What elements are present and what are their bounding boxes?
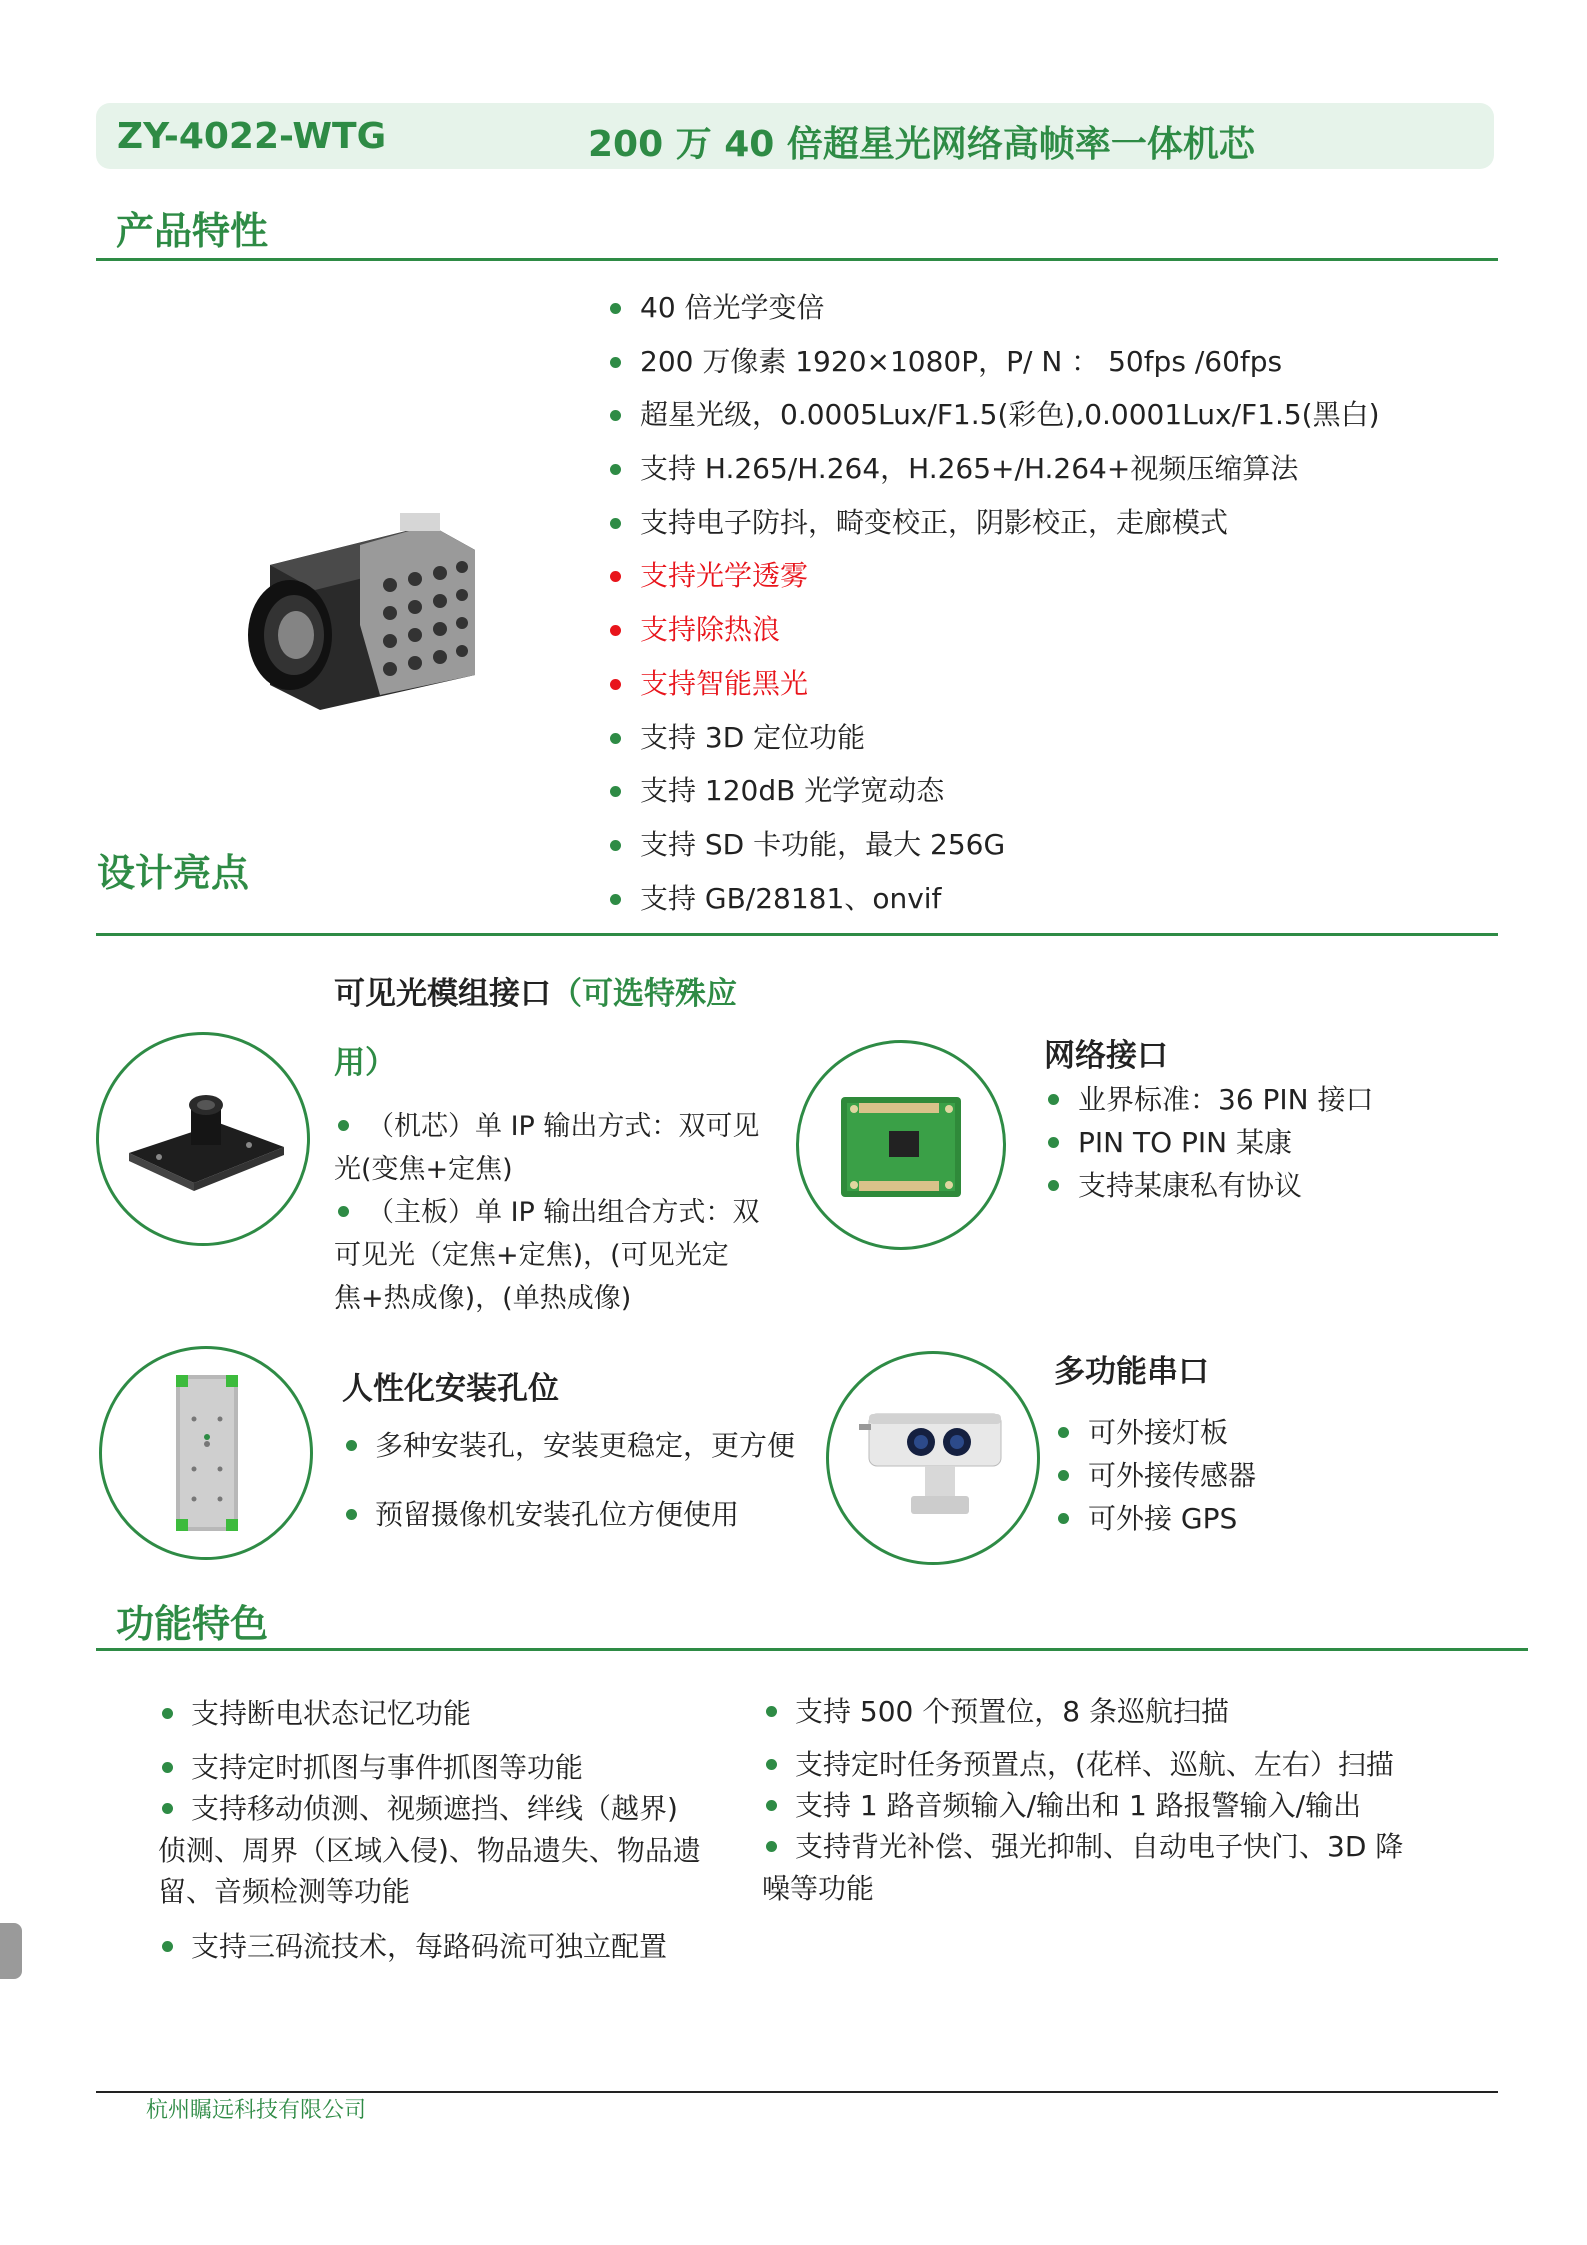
function-item: 支持三码流技术，每路码流可独立配置 — [158, 1926, 667, 1968]
feature-item: 40 倍光学变倍 — [606, 288, 1380, 342]
bullet-dot — [338, 1206, 349, 1217]
function-item-cont: 留、音频检测等功能 — [158, 1875, 411, 1908]
serial-item: 可外接灯板 — [1054, 1411, 1256, 1454]
product-title: 200 万 40 倍超星光网络高帧率一体机芯 — [588, 124, 1255, 165]
network-item: 支持某康私有协议 — [1044, 1164, 1374, 1207]
feature-item: 支持 GB/28181、onvif — [606, 879, 1380, 933]
visible-module-circle — [96, 1032, 310, 1246]
feature-item: 支持电子防抖，畸变校正，阴影校正，走廊模式 — [606, 503, 1380, 557]
bullet-dot — [162, 1762, 173, 1773]
feature-item: 支持 H.265/H.264，H.265+/H.264+视频压缩算法 — [606, 449, 1380, 503]
section-rule — [96, 933, 1498, 936]
mount-item: 多种安装孔，安装更稳定，更方便 — [375, 1429, 796, 1462]
serial-title: 多功能串口 — [1054, 1354, 1209, 1390]
section-title-design: 设计亮点 — [97, 851, 250, 895]
camera-module-image — [230, 505, 490, 710]
feature-item-highlight: 支持智能黑光 — [606, 664, 1380, 718]
function-item: 支持定时任务预置点，(花样、巡航、左右）扫描 — [762, 1744, 1394, 1786]
feature-item: 支持 3D 定位功能 — [606, 718, 1380, 772]
feature-item-highlight: 支持除热浪 — [606, 610, 1380, 664]
bullet-dot — [162, 1941, 173, 1952]
bullet-dot — [162, 1803, 173, 1814]
function-item: 支持移动侦测、视频遮挡、绊线（越界) — [158, 1788, 678, 1830]
function-item-cont: 噪等功能 — [762, 1872, 875, 1905]
feature-item-highlight: 支持光学透雾 — [606, 556, 1380, 610]
bullet-dot — [766, 1800, 777, 1811]
serial-list — [1054, 1411, 1256, 1540]
mount-item: 预留摄像机安装孔位方便使用 — [375, 1498, 740, 1531]
function-item: 支持断电状态记忆功能 — [158, 1693, 471, 1735]
function-item: 支持背光补偿、强光抑制、自动电子快门、3D 降 — [762, 1826, 1403, 1868]
ptz-camera-circle — [826, 1351, 1040, 1565]
serial-item: 可外接 GPS — [1054, 1497, 1256, 1540]
feature-item: 超星光级，0.0005Lux/F1.5(彩色),0.0001Lux/F1.5(黑白) — [606, 395, 1380, 449]
function-item: 支持定时抓图与事件抓图等功能 — [158, 1747, 583, 1789]
footer-company: 杭州瞩远科技有限公司 — [146, 2098, 367, 2123]
bullet-dot — [766, 1759, 777, 1770]
bullet-dot — [766, 1706, 777, 1717]
feature-item: 200 万像素 1920×1080P，P/ N ： 50fps /60fps — [606, 342, 1380, 396]
function-item: 支持 500 个预置位，8 条巡航扫描 — [762, 1691, 1229, 1733]
network-item: 业界标准：36 PIN 接口 — [1044, 1078, 1374, 1121]
visible-module-desc: （机芯）单 IP 输出方式：双可见 光(变焦+定焦) （主板）单 IP 输出组合方式：双 可见光（定焦+定焦)，(可见光定 焦+热成像)，(单热成像) — [334, 1111, 760, 1314]
network-list — [1044, 1078, 1374, 1207]
mount-list — [342, 1424, 795, 1536]
bullet-dot — [346, 1509, 357, 1520]
feature-list — [606, 288, 1380, 932]
function-item-cont: 侦测、周界（区域入侵)、物品遗失、物品遗 — [158, 1834, 701, 1867]
mount-title: 人性化安装孔位 — [342, 1371, 559, 1407]
section-title-features: 产品特性 — [116, 209, 269, 253]
section-rule — [96, 258, 1498, 261]
section-title-functions: 功能特色 — [116, 1602, 269, 1646]
section-rule — [96, 1648, 1528, 1651]
bullet-dot — [338, 1120, 349, 1131]
page-edge-tab — [0, 1923, 22, 1979]
model-number: ZY-4022-WTG — [117, 116, 387, 157]
serial-item: 可外接传感器 — [1054, 1454, 1256, 1497]
visible-module-title-cont: 用） — [334, 1045, 396, 1081]
network-board-circle — [796, 1040, 1006, 1250]
function-item: 支持 1 路音频输入/输出和 1 路报警输入/输出 — [762, 1785, 1361, 1827]
network-title: 网络接口 — [1044, 1038, 1168, 1074]
bullet-dot — [162, 1708, 173, 1719]
bullet-dot — [766, 1841, 777, 1852]
network-item: PIN TO PIN 某康 — [1044, 1121, 1374, 1164]
feature-item: 支持 SD 卡功能，最大 256G — [606, 825, 1380, 879]
mounting-plate-circle — [99, 1346, 313, 1560]
feature-item: 支持 120dB 光学宽动态 — [606, 771, 1380, 825]
bullet-dot — [346, 1440, 357, 1451]
visible-module-title: 可见光模组接口（可选特殊应 — [334, 976, 737, 1012]
